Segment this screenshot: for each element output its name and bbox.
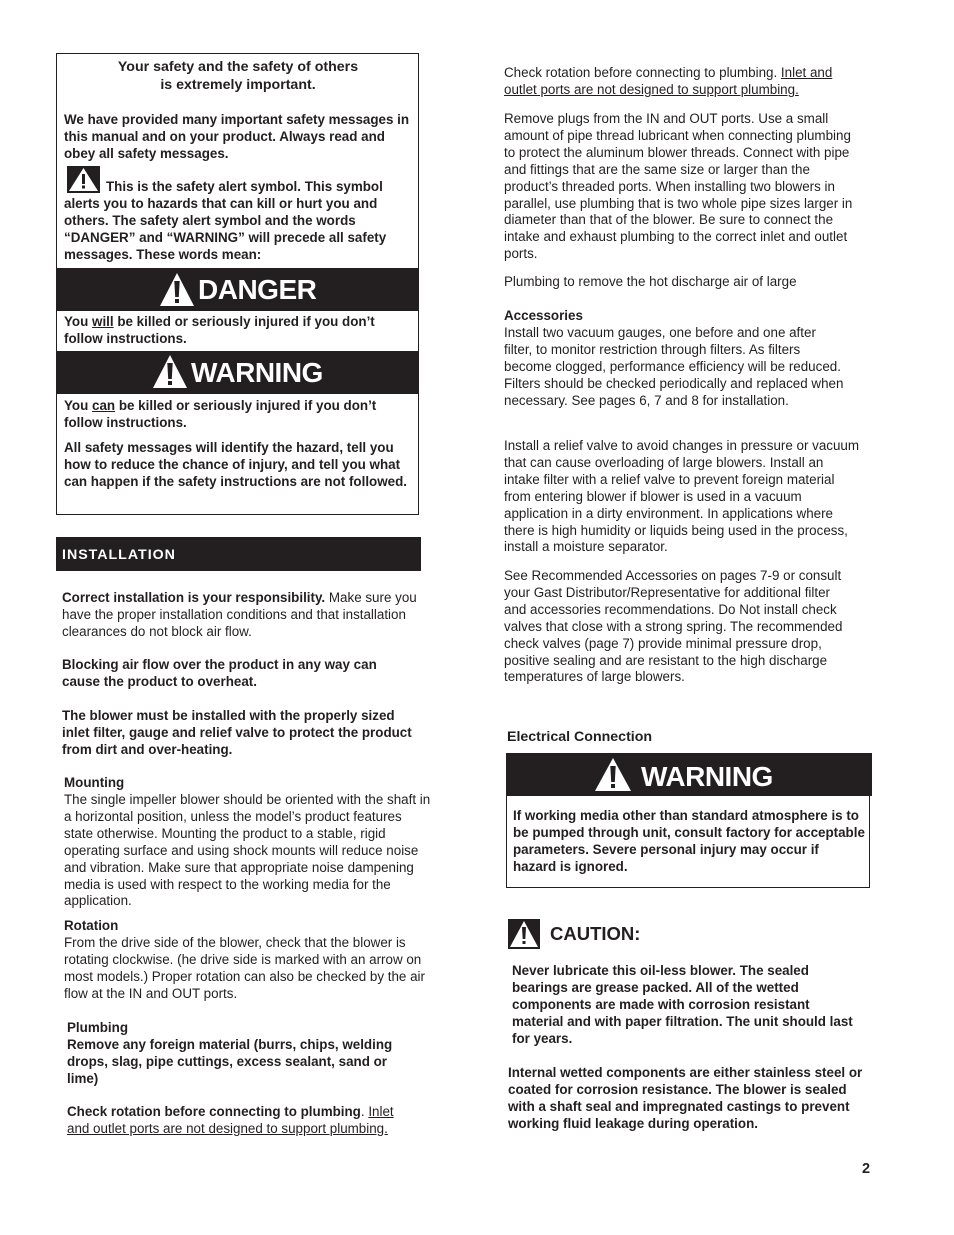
plumbing-remove-material: Remove any foreign material (burrs, chips, welding drops, slag, pipe cuttings, excess sealant, sand or lime): [67, 1037, 393, 1086]
accessories-title: Accessories: [504, 308, 583, 323]
relief-valve-text: Install a relief valve to avoid changes in pressure or vacuum that can cause overloading of large blowers. Install an intake filter with a relief valve to prevent foreign material from entering blower if blower is used in a vacuum application in a dirty environment. In applications where there is high humidity or liquids being used in the process, install a moisture separator.: [504, 438, 860, 555]
caution-text-wetted-components: Internal wetted components are either stainless steel or coated for corrosion resistance. The blower is sealed with a shaft seal and impregnated castings to prevent working fluid leakage during operation.: [508, 1065, 863, 1131]
safety-intro-line2: is extremely important.: [160, 77, 316, 93]
electrical-connection-title: Electrical Connection: [507, 729, 653, 745]
rotation-title: Rotation: [64, 918, 119, 933]
safety-intro-line1: Your safety and the safety of others: [117, 59, 359, 75]
installation-responsibility: Correct installation is your responsibility. Make sure you have the proper installation conditions and that installation clearances do not block air flow.: [62, 590, 417, 639]
rotation-text: From the drive side of the blower, check that the blower is rotating clockwise. (he drive side is marked with an arrow on most models.) Proper rotation can also be checked by the air flow at the IN and OUT ports.: [64, 935, 425, 1001]
safety-provided-message: We have provided many important safety messages in this manual and on your product. Always read and obey all safety messages.: [64, 112, 410, 161]
electrical-warning-text: If working media other than standard atmosphere is to be pumped through unit, consult factory for acceptable parameters. Severe personal injury may occur if hazard is ignored.: [513, 808, 865, 874]
plumbing-check-rotation: Check rotation before connecting to plumbing. Inlet and outlet ports are not designed to support plumbing.: [67, 1104, 394, 1136]
warning-meaning: You can be killed or seriously injured if you don’t follow instructions.: [64, 398, 377, 430]
recommended-accessories-text: See Recommended Accessories on pages 7-9 or consult your Gast Distributor/Representative for additional filter and accessories recommendations. Do Not install check valves that close with a strong spring. The recommended check valves (page 7) provide minimal pressure drop, positive sealing and are resistant to the high discharge temperatures of large blowers.: [504, 568, 843, 685]
caution-alert-icon: [508, 919, 540, 949]
accessories-text: Install two vacuum gauges, one before and one after filter, to monitor restriction through filters. As filters become clogged, performance efficiency will be reduced. Filters should be checked periodically and replaced when necessary. See pages 6, 7 and 8 for installation.: [504, 325, 844, 408]
electrical-warning-signal-word: WARNING: [641, 761, 773, 792]
warning-alert-icon: [151, 353, 189, 390]
mounting-text: The single impeller blower should be oriented with the shaft in a horizontal position, unless the model’s product features state otherwise. Mounting the product to a stable, rigid operating surface and using shock mounts will reduce noise and vibration. Make sure that appropriate noise dampening media is used with respect to the working media for the application.: [64, 792, 431, 909]
danger-meaning: You will be killed or seriously injured if you don’t follow instructions.: [64, 314, 375, 346]
right-check-rotation: Check rotation before connecting to plumbing. Inlet and outlet ports are not designed to support plumbing.: [504, 65, 833, 97]
installation-heading: INSTALLATION: [62, 547, 176, 563]
all-safety-messages: All safety messages will identify the hazard, tell you how to reduce the chance of injury, and tell you what can happen if the safety instructions are not followed.: [64, 440, 407, 489]
danger-alert-icon: [158, 271, 196, 308]
electrical-warning-icon: [593, 756, 633, 793]
warning-signal-word: WARNING: [191, 357, 323, 388]
inlet-filter-requirement: The blower must be installed with the properly sized inlet filter, gauge and relief valve to protect the product from dirt and over-heating.: [62, 708, 412, 757]
safety-alert-symbol-message: This is the safety alert symbol. This symbol alerts you to hazards that can kill or hurt you and others. The safety alert symbol and the words “DANGER” and “WARNING” will precede all safety messages. These words mean:: [64, 179, 387, 262]
caution-signal-word: CAUTION:: [550, 923, 641, 944]
mounting-title: Mounting: [64, 775, 125, 790]
plumbing-hot-discharge: Plumbing to remove the hot discharge air of large: [504, 274, 797, 289]
caution-text-lubrication: Never lubricate this oil-less blower. The sealed bearings are grease packed. All of the wetted components are made with corrosion resistant material and with paper filtration. The unit should last for years.: [512, 963, 853, 1046]
remove-plugs-text: Remove plugs from the IN and OUT ports. Use a small amount of pipe thread lubricant when connecting plumbing to protect the aluminum blower threads. Connect with pipe and fittings that are the same size or larger than the product’s threaded ports. When installing two blowers in parallel, use plumbing that is two whole pipe sizes larger in diameter than that of the blower. Be sure to connect the intake and exhaust plumbing to the correct inlet and outlet ports.: [504, 111, 853, 262]
danger-signal-word: DANGER: [198, 274, 317, 305]
plumbing-title: Plumbing: [67, 1020, 128, 1035]
page-number: 2: [862, 1161, 871, 1177]
blocking-airflow-warning: Blocking air flow over the product in any way can cause the product to overheat.: [62, 657, 377, 689]
